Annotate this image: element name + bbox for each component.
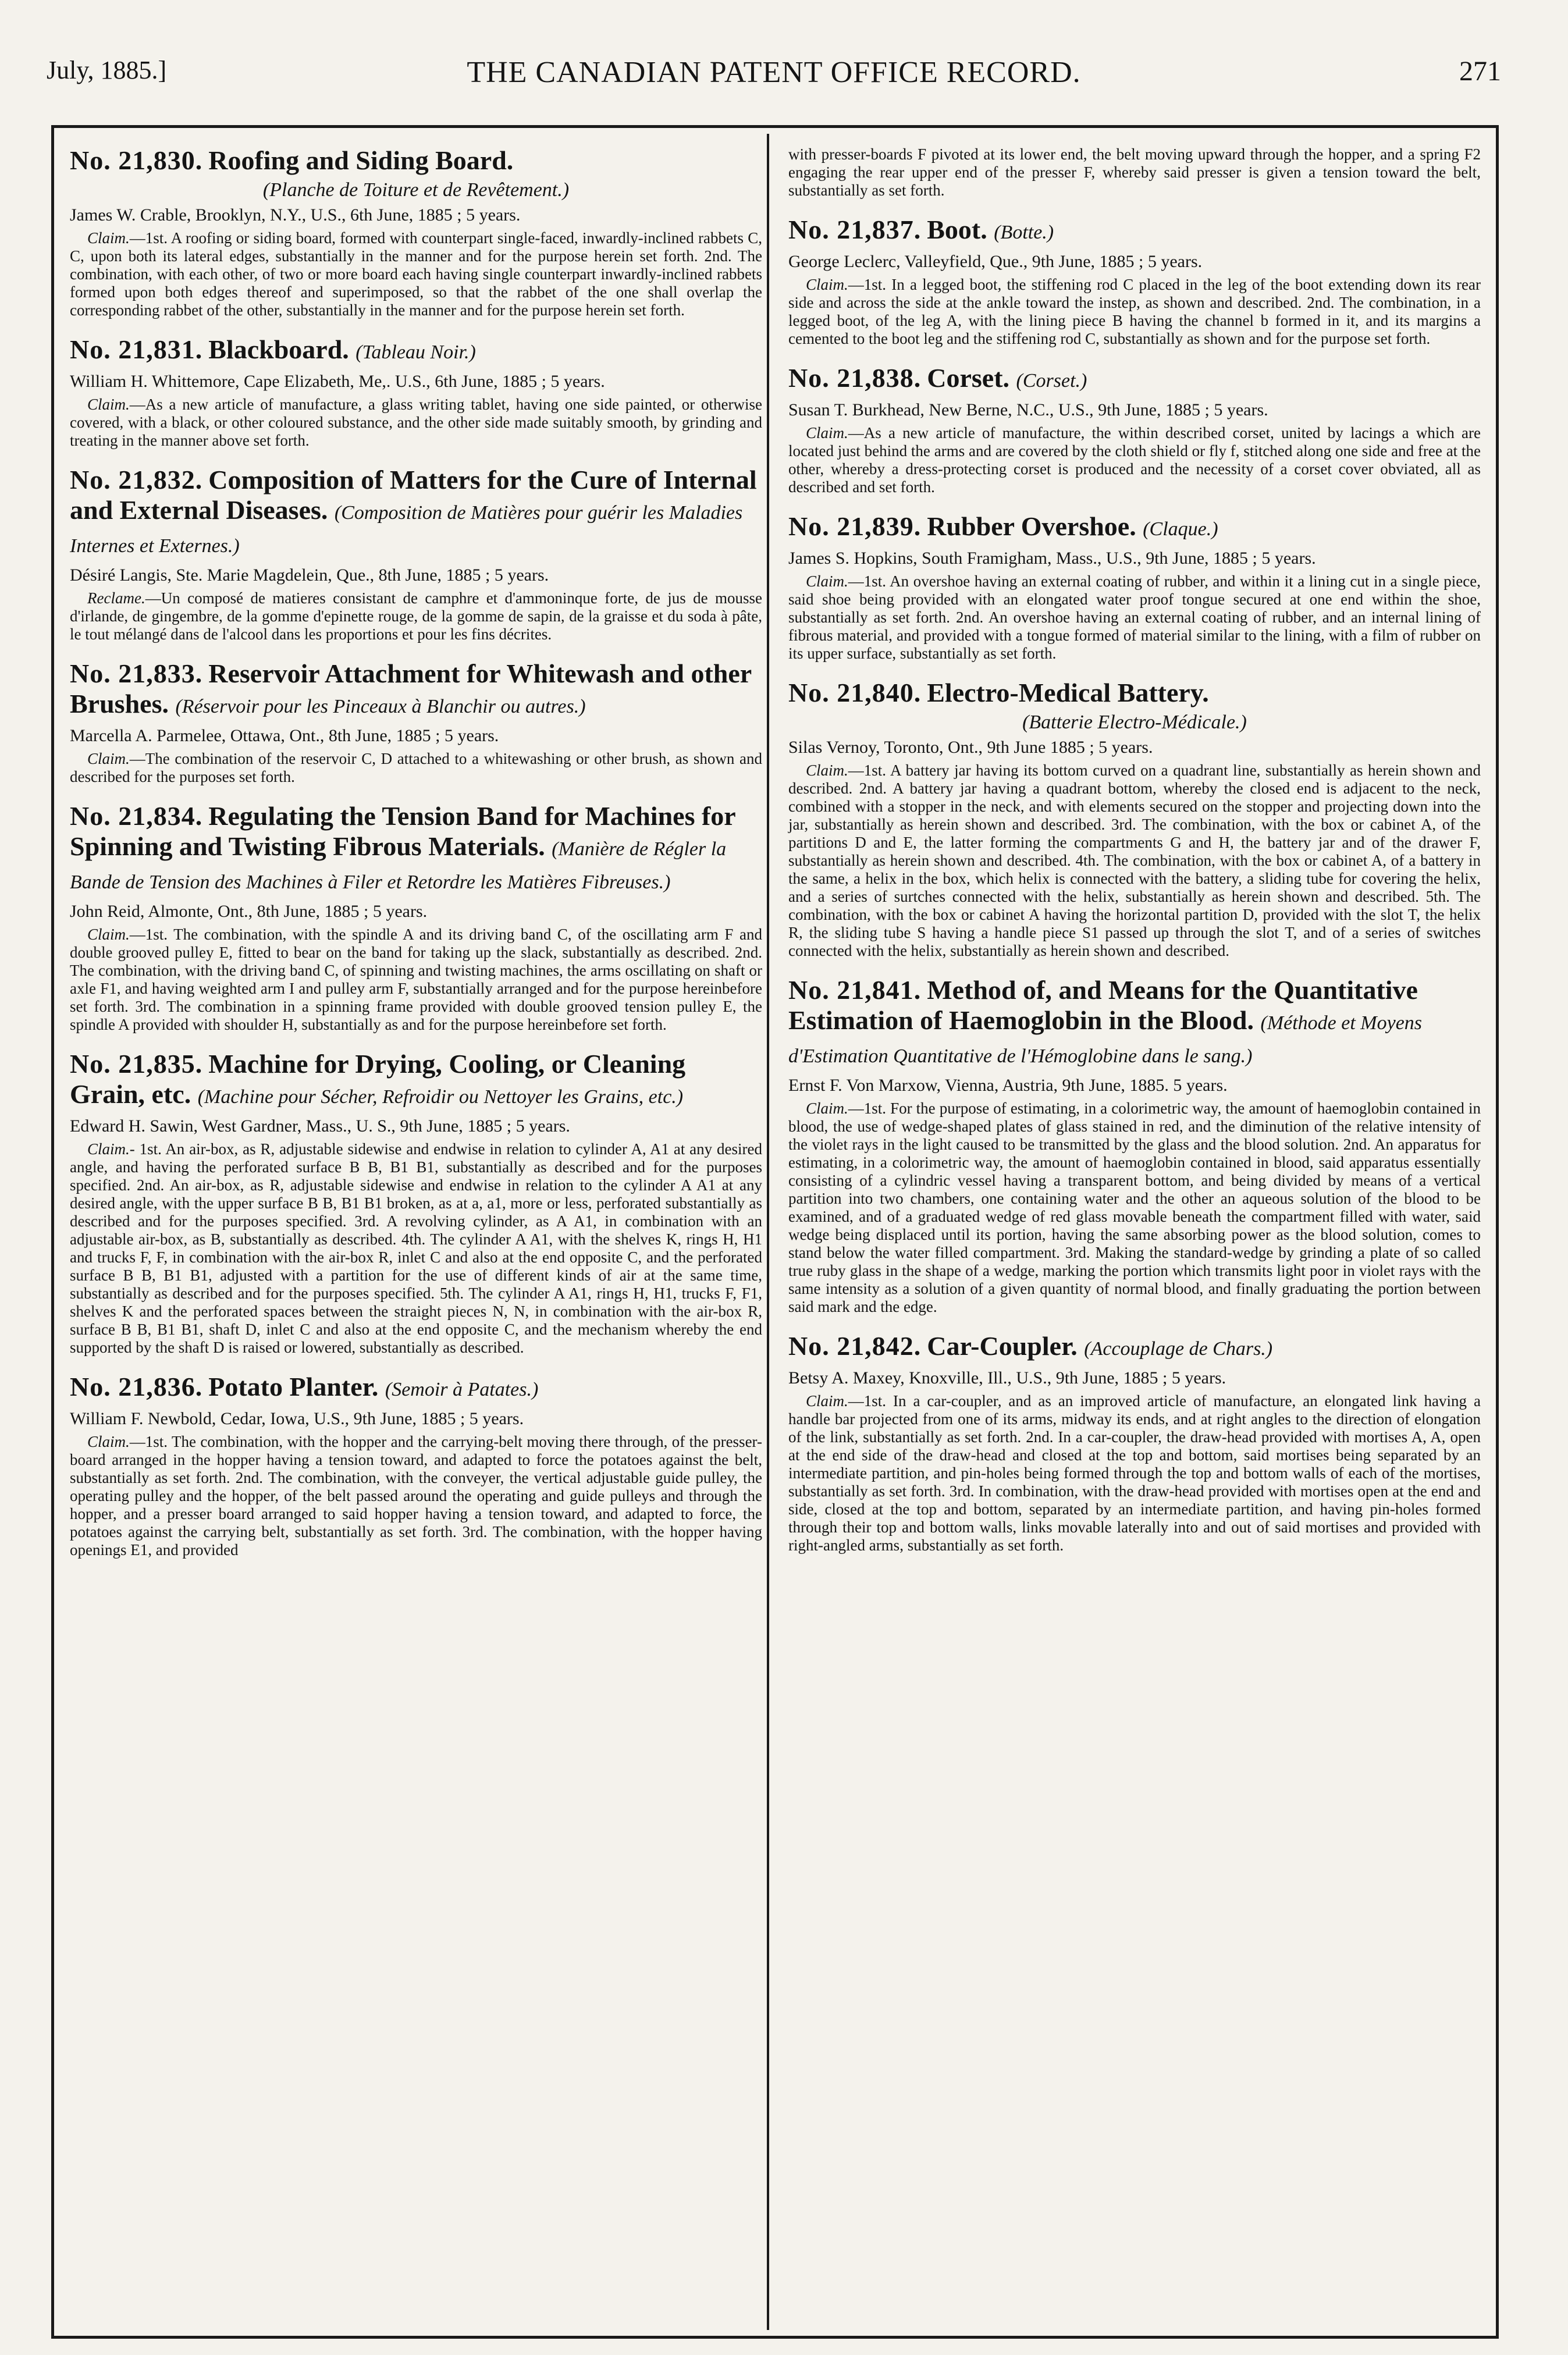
patentee: Silas Vernoy, Toronto, Ont., 9th June 1885 ; 5 years. [788,738,1153,757]
patentee: William H. Whittemore, Cape Elizabeth, Me,. U.S., 6th June, 1885 ; 5 years. [70,372,605,391]
claim-label: Claim. [806,572,848,590]
french-title: (Batterie Electro-Médicale.) [1022,712,1247,733]
claim-label: Claim. [87,1140,130,1158]
claim-text [70,396,762,450]
claim-text [788,1392,1481,1554]
claim-body: —As a new article of manufacture, the within described corset, united by lacings a which are located just behind the arms and are covered by the cloth shield or fly f, stitched along one side and free at the other, whereby a dress-protecting corset is produced and the necessity of a corset cover obviated, all as described and set forth. [788,424,1481,496]
claim-body: - 1st. An air-box, as R, adjustable sidewise and endwise in relation to cylinder A, A1 at any desired angle, and having the perforated surface B B, B1 B1, substantially as described and for the purposes specified. 2nd. An air-box, as R, adjustable sidewise and endwise in relation to the cylinder A A1 at any desired angle, with the upper surface B B, B1 B1 broken, as at a, a1, more or less, perforated substantially as described and for the purposes specified. 3rd. A revolving cylinder, as A A1, in combination with an adjustable air-box, as B, substantially as described. 4th. The cylinder A A1, with the shelves K, rings H, H1 and trucks F, F, in combination with the air-box R, inlet C and also at the end opposite C, and the perforated surface B B, B1 B1, adjusted with a partition for the use of different kinds of air at the same time, substantially as described and for the purposes specified. 5th. The cylinder A A1, rings H, H1, trucks F, F1, shelves K and the perforated spaces between the straight pieces N, N, in combination with the air-box R, surface B B, B1 B1, shaft D, inlet C and also at the end opposite C, and the mechanism whereby the end supported by the shaft D is raised or lowered, substantially as described. [70,1140,762,1356]
patent-entry-21839 [788,511,1481,663]
claim-body: —1st. The combination, with the hopper and the carrying-belt moving there through, of the presser-board arranged in the hopper having a tension toward, and adapted to force the potatoes against the belt, substantially as set forth. 2nd. The combination, with the conveyer, the vertical adjustable guide pulley, the operating pulley and the hopper, of the belt passed around the operating and guide pulleys and through the hopper, and a presser board arranged to said hopper having a tension toward, and adapted to force, the potatoes against the carrying belt, substantially as set forth. 3rd. The combination, with the hopper having openings E1, and provided [70,1433,762,1559]
patentee: William F. Newbold, Cedar, Iowa, U.S., 9th June, 1885 ; 5 years. [70,1409,524,1428]
patent-entry-21838 [788,363,1481,496]
patent-entry-21833 [70,659,762,786]
patentee: Susan T. Burkhead, New Berne, N.C., U.S., 9th June, 1885 ; 5 years. [788,400,1268,419]
claim-body: —Un composé de matieres consistant de camphre et d'ammoninque forte, de jus de mousse d'irlande, de gingembre, de la gomme d'epinette rouge, de la gomme de sapin, de la graisse et du soda à pâte, le tout mélangé dans de l'alcool dans les proportions et pour les fins décrites. [70,589,762,643]
claim-text [788,276,1481,348]
column-divider [767,134,769,2330]
patent-entry-21842 [788,1331,1481,1554]
patent-number: No. 21,834. [70,801,203,831]
french-title: (Tableau Noir.) [355,341,476,363]
claim-text [70,1140,762,1357]
french-title: (Manière de Régler la Bande de Tension des Machines à Filer et Retordre les Matières Fibreuses.) [70,838,727,893]
patent-title: Reservoir Attachment for Whitewash and other Brushes. [70,659,752,718]
french-title: (Réservoir pour les Pinceaux à Blanchir ou autres.) [175,696,586,717]
patentee: Betsy A. Maxey, Knoxville, Ill., U.S., 9th June, 1885 ; 5 years. [788,1368,1226,1388]
claim-body: —The combination of the reservoir C, D attached to a whitewashing or other brush, as shown and described for the purposes set forth. [70,750,762,785]
page-header [47,55,1501,102]
claim-body: —1st. A battery jar having its bottom curved on a quadrant line, substantially as herein shown and described. 2nd. A battery jar having a quadrant bottom, whereby the closed end is adjacent to the neck, combined with a stopper in the neck, and with elements secured on the stopper and projecting down into the jar, substantially as herein shown and described. 3rd. The combination, with the box or cabinet A, of the partitions D and E, the latter forming the compartments G and H, the battery jar and of the drawer F, substantially as herein shown and described. 4th. The combination, with the box or cabinet A, of a battery in the same, a helix in the box, which helix is connected with the battery, a sliding tube for covering the helix, and a series of surtches connected with the helix, substantially as herein shown and described. 5th. The combination, with the box or cabinet A having the horizontal partition D, provided with the slot T, the helix R, the sliding tube S having a handle piece S1 passed up through the slot T, and of a series of switches connected with the helix, substantially as herein shown and described. [788,762,1481,959]
french-title: (Claque.) [1143,518,1218,540]
claim-label: Claim. [87,229,130,247]
patent-number: No. 21,833. [70,659,203,688]
patent-title: Machine for Drying, Cooling, or Cleaning Grain, etc. [70,1049,686,1109]
patent-entry-21834 [70,801,762,1034]
claim-text [788,762,1481,960]
patent-number: No. 21,841. [788,975,922,1005]
patent-entry-21836 [70,1372,762,1559]
claim-text [70,229,762,319]
claim-text [70,750,762,786]
french-title: (Planche de Toiture et de Revêtement.) [262,179,570,201]
patent-title: Roofing and Siding Board. [208,145,514,175]
claim-label: Claim. [806,1100,848,1117]
claim-body: —1st. A roofing or siding board, formed with counterpart single-faced, inwardly-inclined rabbets C, C, upon both its lateral edges, substantially in the manner and for the purpose herein set forth. 2nd. The combination, with each other, of two or more board each having single counterpart inwardly-inclined rabbets formed upon both edges thereof and superimposed, so that the rabbet of the one shall overlap the corresponding rabbet of the other, substantially in the manner and for the purpose herein set forth. [70,229,762,319]
claim-label: Claim. [806,1392,848,1410]
patent-entry-21832 [70,465,762,643]
patentee: Edward H. Sawin, West Gardner, Mass., U. S., 9th June, 1885 ; 5 years. [70,1116,570,1136]
patent-entry-21830 [70,145,762,319]
claim-text [788,572,1481,663]
left-column [70,145,762,1574]
claim-label: Claim. [87,750,130,767]
patentee: James S. Hopkins, South Framigham, Mass., U.S., 9th June, 1885 ; 5 years. [788,549,1316,568]
patentee: James W. Crable, Brooklyn, N.Y., U.S., 6th June, 1885 ; 5 years. [70,205,521,225]
patent-title: Car-Coupler. [927,1331,1078,1361]
patent-title: Electro-Medical Battery. [927,678,1209,707]
french-title: (Composition de Matières pour guérir les Maladies Internes et Externes.) [70,502,743,557]
claim-label: Claim. [806,424,848,442]
claim-label: Claim. [87,926,130,943]
patent-number: No. 21,838. [788,363,922,393]
patent-entry-21831 [70,335,762,450]
claim-text [70,926,762,1034]
issue-date: July, 1885.] [47,56,167,84]
patentee: Ernst F. Von Marxow, Vienna, Austria, 9th June, 1885. 5 years. [788,1076,1228,1095]
patent-number: No. 21,835. [70,1049,203,1079]
patent-title: Potato Planter. [208,1372,379,1401]
patentee: George Leclerc, Valleyfield, Que., 9th June, 1885 ; 5 years. [788,252,1203,271]
patent-number: No. 21,831. [70,335,203,364]
french-title: (Corset.) [1016,370,1087,392]
patent-entry-21837 [788,215,1481,348]
patent-entry-21840 [788,678,1481,960]
right-column [788,145,1481,1570]
claim-body: —1st. The combination, with the spindle A and its driving band C, of the oscillating arm F and double grooved pulley E, fitted to bear on the band for taking up the slack, substantially as described. 2nd. The combination, with the driving band C, of spinning and twisting machines, the arms oscillating on shaft or axle F1, and having weighted arm I and pulley arm F, substantially arranged and for the purpose hereinbefore set forth. 3rd. The combination in a spinning frame provided with double grooved tension pulley E, the spindle A provided with shoulder H, substantially as and for the purpose hereinbefore set forth. [70,926,762,1033]
patent-number: No. 21,830. [70,145,203,175]
patent-title: Method of, and Means for the Quantitative Estimation of Haemoglobin in the Blood. [788,975,1418,1035]
patent-number: No. 21,839. [788,511,922,541]
patentee: Désiré Langis, Ste. Marie Magdelein, Que., 8th June, 1885 ; 5 years. [70,565,549,585]
patent-title: Corset. [927,363,1010,393]
claim-body: —1st. In a car-coupler, and as an improved article of manufacture, an elongated link having a handle bar projected from one of its arms, midway its ends, and at right angles to the direction of elongation of the link, substantially as set forth. 2nd. In a car-coupler, the draw-head provided with mortises A, A, open at the end side of the draw-head and closed at the top and bottom, said mortises being separated by an intermediate partition, and pin-holes being formed through the top and bottom walls of each of the mortises, substantially as set forth. 3rd. In combination, with the draw-head provided with mortises open at the end and side, closed at the top and bottom, separated by an intermediate partition, and having pin-holes formed through their top and bottom walls, links movable laterally into and out of said mortises and provided with right-angled arms, substantially as set forth. [788,1392,1481,1554]
claim-body: —1st. An overshoe having an external coating of rubber, and within it a lining cut in a single piece, said shoe being provided with an elongated water proof tongue secured at one end within the shoe, substantially as set forth. 2nd. An overshoe having an external coating of rubber, and an internal lining of fibrous material, and provided with a tongue formed of material similar to the lining, with a film of rubber on its upper surface, substantially as set forth. [788,572,1481,662]
publication-title: THE CANADIAN PATENT OFFICE RECORD. [467,56,1081,89]
claim-body: —1st. For the purpose of estimating, in a colorimetric way, the amount of haemoglobin contained in blood, the use of wedge-shaped plates of glass stained in red, and the diminution of the relative intensity of the violet rays in the light caused to be transmitted by the glass and the blood solution. 2nd. An apparatus for estimating, in a colorimetric way, the amount of haemoglobin contained in blood, said apparatus essentially consisting of a cylindric vessel having a transparent bottom, and being divided by means of a vertical partition into two chambers, one containing water and the other an aqueous solution of the blood to be examined, and of a graduated wedge of red glass movable beneath the compartment filled with water, said wedge being displaced until its portion, having the same absorbing power as the blood solution, comes to stand below the water filled compartment. 3rd. Making the standard-wedge by grinding a plate of so called true ruby glass in the shape of a wedge, marking the portion which transmits light poor in violet rays with the same intensity as a solution of a given quantity of normal blood, and finally graduating the portion between said mark and the edge. [788,1100,1481,1315]
french-title: (Accouplage de Chars.) [1084,1338,1273,1360]
patent-title: Regulating the Tension Band for Machines for Spinning and Twisting Fibrous Materials. [70,801,735,861]
patentee: Marcella A. Parmelee, Ottawa, Ont., 8th June, 1885 ; 5 years. [70,726,499,745]
claim-text [788,1100,1481,1316]
french-title: (Botte.) [994,222,1054,243]
patent-title: Rubber Overshoe. [927,511,1136,541]
french-title: (Méthode et Moyens d'Estimation Quantitative de l'Hémoglobine dans le sang.) [788,1012,1423,1067]
claim-body: —1st. In a legged boot, the stiffening rod C placed in the leg of the boot extending down its rear side and across the side at the ankle toward the instep, as shown and described. 2nd. The combination, in a legged boot, of the leg A, with the lining piece B having the channel b formed in it, and its margins a cemented to the boot leg and the stiffening rod C, substantially as shown and for the purpose set forth. [788,276,1481,347]
french-title: (Semoir à Patates.) [385,1379,539,1400]
patent-number: No. 21,842. [788,1331,922,1361]
patent-number: No. 21,840. [788,678,922,707]
claim-label: Claim. [87,396,130,413]
claim-text [70,1433,762,1559]
patent-title: Composition of Matters for the Cure of Internal and External Diseases. [70,465,757,525]
patent-entry-21841 [788,975,1481,1316]
patent-entry-21835 [70,1049,762,1357]
patent-number: No. 21,836. [70,1372,203,1401]
claim-body: —As a new article of manufacture, a glass writing tablet, having one side painted, or otherwise covered, with a black, or other coloured substance, and the other side made suitably smooth, by grinding and treating in the manner above set forth. [70,396,762,449]
patentee: John Reid, Almonte, Ont., 8th June, 1885 ; 5 years. [70,902,428,921]
patent-title: Blackboard. [208,335,349,364]
claim-text [788,424,1481,496]
page-number: 271 [1459,56,1501,87]
patent-number: No. 21,837. [788,215,922,244]
patent-title: Boot. [927,215,987,244]
claim-label: Claim. [806,762,848,779]
claim-text [70,589,762,643]
patent-number: No. 21,832. [70,465,203,495]
claim-label: Reclame. [87,589,145,607]
claim-label: Claim. [87,1433,130,1450]
claim-continuation: with presser-boards F pivoted at its lower end, the belt moving upward through the hopper, and a spring F2 engaging the rear upper end of the presser F, whereby said presser is given a tension toward the belt, substantially as set forth. [788,145,1481,199]
french-title: (Machine pour Sécher, Refroidir ou Nettoyer les Grains, etc.) [197,1086,684,1108]
claim-label: Claim. [806,276,848,293]
